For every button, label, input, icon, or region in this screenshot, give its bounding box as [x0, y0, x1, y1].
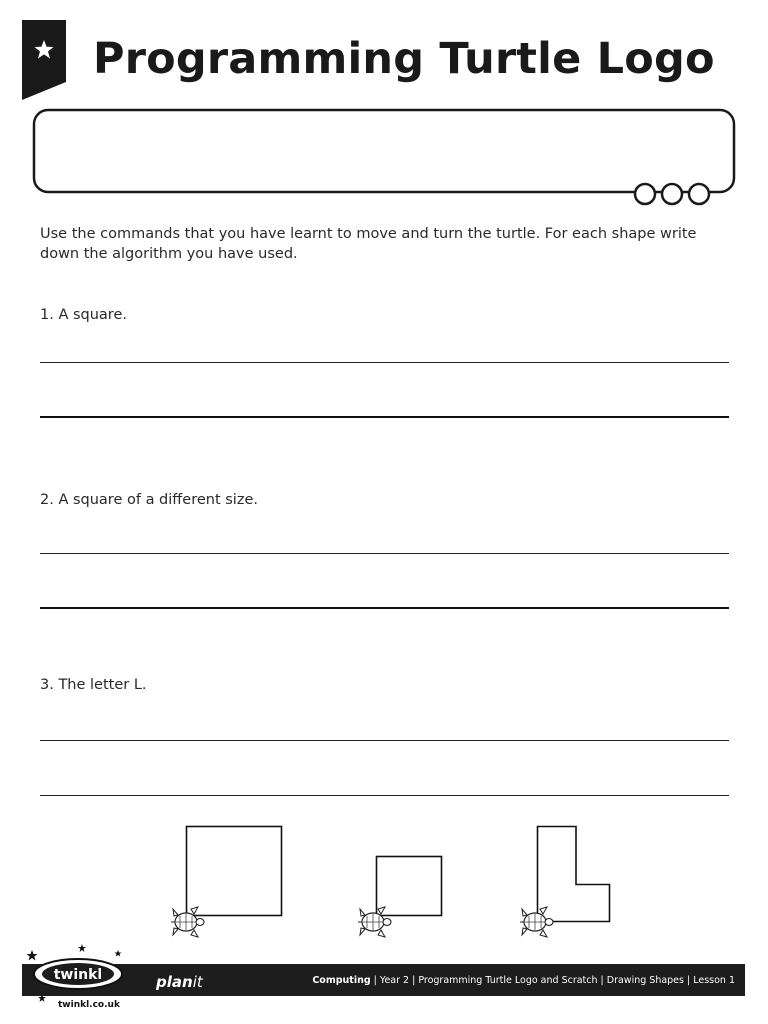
answer-line-2a[interactable]	[40, 553, 729, 554]
brand-text: twinkl	[53, 967, 103, 983]
footer	[0, 962, 768, 1024]
answer-line-1a[interactable]	[40, 362, 729, 363]
footer-breadcrumb: Computing | Year 2 | Programming Turtle Logo and Scratch | Drawing Shapes | Lesson 1	[312, 975, 735, 986]
question-1-label: 1. A square.	[40, 307, 127, 323]
turtle-icon	[171, 907, 204, 937]
answer-line-3b[interactable]	[40, 795, 729, 796]
website-url[interactable]: twinkl.co.uk	[58, 1000, 120, 1010]
small-square-shape	[358, 857, 442, 938]
answer-line-3a[interactable]	[40, 740, 729, 741]
turtle-icon	[520, 907, 553, 937]
question-3-label: 3. The letter L.	[40, 677, 147, 693]
instructions-text: Use the commands that you have learnt to move and turn the turtle. For each shape write down the algorithm you have used.	[40, 226, 697, 262]
letter-l-shape	[520, 827, 610, 938]
page-title: Programming Turtle Logo	[93, 34, 715, 84]
planit-logo: planit	[156, 973, 203, 991]
twinkl-logo	[22, 944, 132, 1006]
question-2-label: 2. A square of a different size.	[40, 492, 258, 508]
large-square-shape	[171, 827, 282, 938]
turtle-icon	[358, 907, 391, 937]
three-circles-icon	[635, 184, 709, 204]
answer-line-2b[interactable]	[40, 607, 729, 609]
answer-line-1b[interactable]	[40, 416, 729, 418]
shape-illustrations	[0, 815, 768, 950]
header-ribbon	[22, 20, 68, 102]
name-box[interactable]	[32, 108, 738, 208]
